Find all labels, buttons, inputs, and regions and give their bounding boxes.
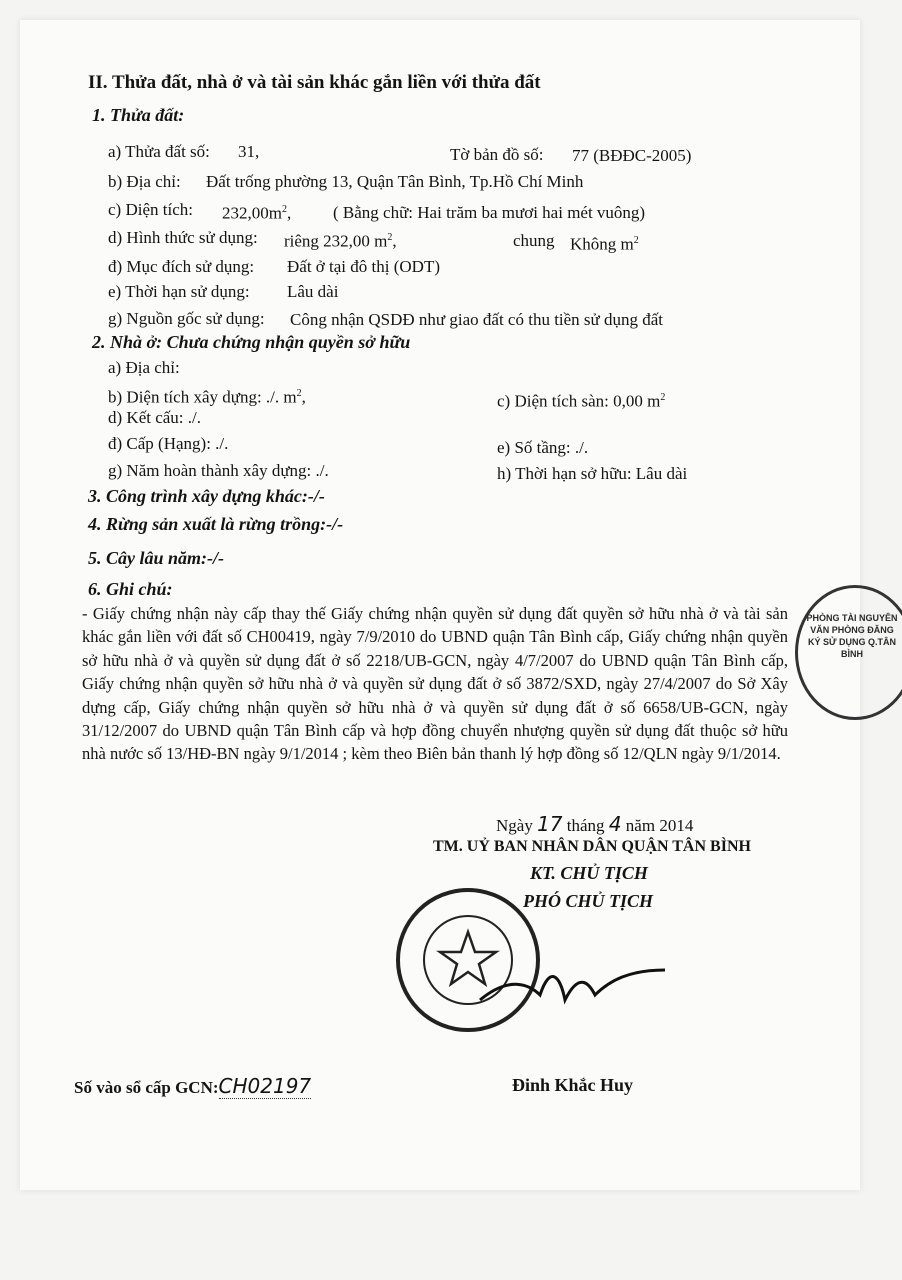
side-stamp-text: PHÒNG TÀI NGUYÊN VĂN PHÒNG ĐĂNG KÝ SỬ DỤNG Q.TÂN BÌNH (806, 613, 898, 659)
section-title: II. Thửa đất, nhà ở và tài sản khác gắn liền với thửa đất (88, 72, 541, 93)
area-label: c) Diện tích: (108, 200, 193, 219)
purpose-label: đ) Mục đích sử dụng: (108, 257, 255, 276)
house-build-area: b) Diện tích xây dựng: ./. $m^2$, (108, 387, 306, 407)
house-completion-year: g) Năm hoàn thành xây dựng: ./. (108, 461, 329, 480)
parcel-number: 31, (238, 142, 260, 161)
area-words: ( Bằng chữ: Hai trăm ba mươi hai mét vuông) (333, 203, 646, 222)
house-floors: e) Số tầng: ./. (497, 438, 589, 457)
area: $232,00m^2$, (222, 203, 292, 223)
term-label: e) Thời hạn sử dụng: (108, 282, 250, 301)
usage-private: riêng 232,00 $m^2$, (284, 231, 397, 251)
house-ownership-term: h) Thời hạn sở hữu: Lâu dài (497, 464, 688, 483)
map-sheet-label: Tờ bản đồ số: (450, 145, 544, 164)
house-heading: 2. Nhà ở: Chưa chứng nhận quyền sở hữu (92, 332, 411, 352)
house-structure: d) Kết cấu: ./. (108, 408, 201, 427)
issuing-org: TM. UỶ BAN NHÂN DÂN QUẬN TÂN BÌNH (433, 838, 751, 855)
usage-shared-label: chung (513, 231, 555, 250)
issue-date: Ngày 17 tháng 4 năm 2014 (496, 812, 694, 836)
signer-name: Đinh Khắc Huy (512, 1075, 634, 1095)
land-heading: 1. Thửa đất: (92, 105, 185, 125)
other-works-heading: 3. Công trình xây dựng khác:-/- (88, 486, 325, 506)
parcel-number-label: a) Thửa đất số: (108, 142, 210, 161)
signer-title: PHÓ CHỦ TỊCH (523, 891, 654, 911)
notes-heading: 6. Ghi chú: (88, 579, 173, 599)
signer-kt: KT. CHỦ TỊCH (530, 863, 648, 883)
usage-shared: Không $m^2$ (570, 234, 639, 254)
purpose: Đất ở tại đô thị (ODT) (287, 257, 440, 276)
gcn-register: Số vào sổ cấp GCN:CH02197 (74, 1074, 312, 1098)
address-label: b) Địa chỉ: (108, 172, 181, 191)
house-address: a) Địa chỉ: (108, 358, 180, 377)
forest-heading: 4. Rừng sản xuất là rừng trồng:-/- (88, 514, 344, 534)
signature-icon (470, 955, 670, 1025)
origin-label: g) Nguồn gốc sử dụng: (108, 309, 265, 328)
term: Lâu dài (287, 282, 339, 301)
house-grade: đ) Cấp (Hạng): ./. (108, 434, 229, 453)
notes-text: - Giấy chứng nhận này cấp thay thế Giấy chứng nhận quyền sử dụng đất quyền sở hữu nhà ở và tài sản khác gắn liền với đất số CH00419, ngày 7/9/2010 do UBND quận Tân Bình cấp, Giấy chứng nhận quyền sở hữu nhà ở và quyền sử dụng đất ở số 2218/UB-GCN, ngày 4/7/2007 do UBND quận Tân Bình cấp, Giấy chứng nhận quyền sở hữu nhà ở và quyền sử dụng đất ở số 3872/SXD, ngày 27/4/2007 do Sở Xây dựng cấp, Giấy chứng nhận quyền sở hữu nhà ở và quyền sử dụng đất ở số 6658/UB-GCN, ngày 31/12/2007 do UBND quận Tân Bình cấp và hợp đồng chuyển nhượng quyền sử dụng đất thuộc sở hữu nhà nước số 13/HĐ-BN ngày 9/1/2014 ; kèm theo Biên bản thanh lý hợp đồng số 12/QLN ngày 9/1/2014. (82, 604, 788, 764)
origin: Công nhận QSDĐ như giao đất có thu tiền sử dụng đất (290, 310, 664, 329)
map-sheet-number: 77 (BĐĐC-2005) (572, 146, 692, 165)
house-floor-area: c) Diện tích sàn: 0,00 $m^2$ (497, 391, 666, 411)
usage-form-label: d) Hình thức sử dụng: (108, 228, 258, 247)
address: Đất trống phường 13, Quận Tân Bình, Tp.Hồ Chí Minh (206, 172, 584, 191)
perennial-heading: 5. Cây lâu năm:-/- (88, 548, 225, 568)
